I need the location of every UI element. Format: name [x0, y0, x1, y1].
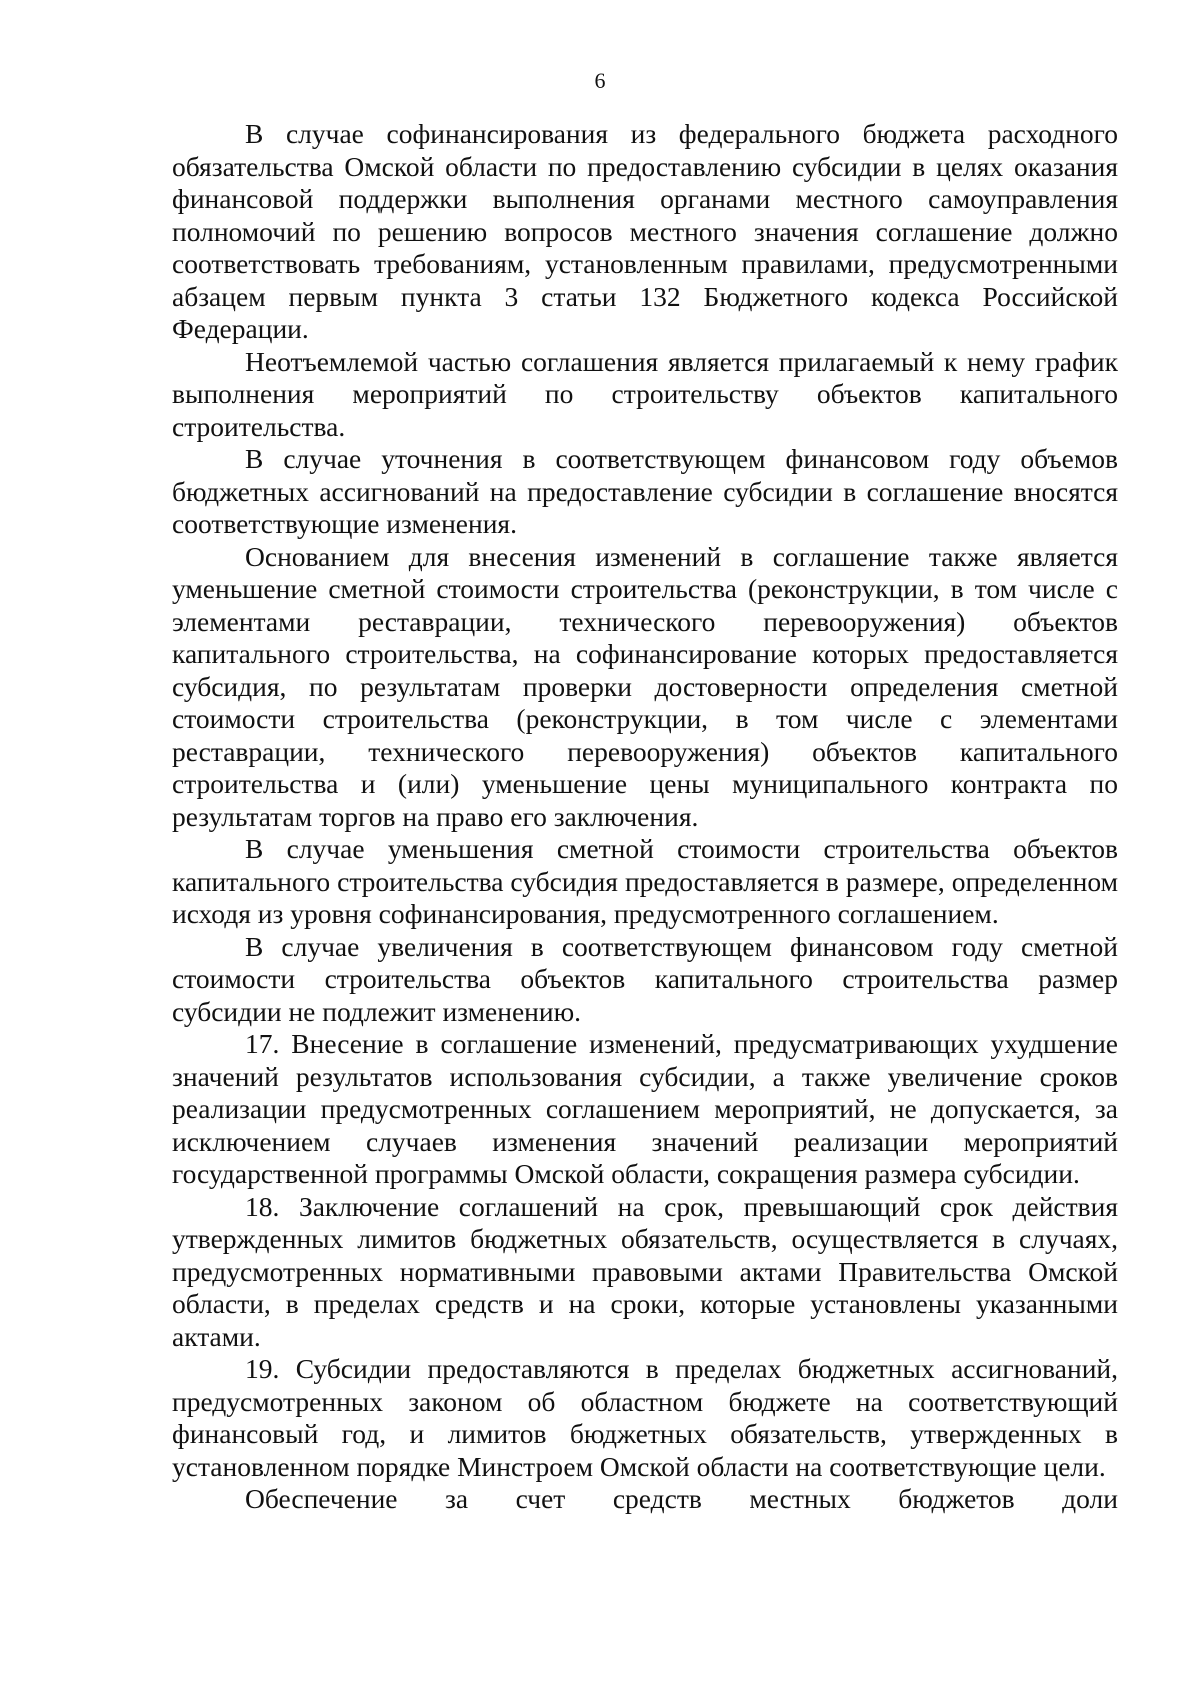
- paragraph-cofinancing: В случае софинансирования из федерального бюджета расходного обязательства Омской области по предоставлению субсидии в целях оказания финансовой поддержки выполнения органами местного самоуправления полномочий по решению вопросов местного значения соглашение должно соответствовать требованиям, установленным правилами, предусмотренными абзацем первым пункта 3 статьи 132 Бюджетного кодекса Российской Федерации.: [172, 118, 1118, 344]
- document-body: [172, 118, 1118, 1516]
- paragraph-item-19: 19. Субсидии предоставляются в пределах бюджетных ассигнований, предусмотренных законом об областном бюджете на соответствующий финансовый год, и лимитов бюджетных обязательств, утвержденных в установленном порядке Минстроем Омской области на соответствующие цели.: [172, 1353, 1118, 1482]
- paragraph-schedule: Неотъемлемой частью соглашения является прилагаемый к нему график выполнения мероприятий по строительству объектов капитального строительства.: [172, 345, 1118, 442]
- paragraph-item-18: 18. Заключение соглашений на срок, превышающий срок действия утвержденных лимитов бюджетных обязательств, осуществляется в случаях, предусмотренных нормативными правовыми актами Правительства Омской области, в пределах средств и на сроки, которые установлены указанными актами.: [172, 1190, 1118, 1352]
- paragraph-budget-clarification: В случае уточнения в соответствующем финансовом году объемов бюджетных ассигнований на предоставление субсидии в соглашение вносятся соответствующие изменения.: [172, 443, 1118, 539]
- paragraph-amendment-grounds: Основанием для внесения изменений в соглашение также является уменьшение сметной стоимости строительства (реконструкции, в том числе с элементами реставрации, технического перевооружения) объектов капитального строительства, на софинансирование которых предоставляется субсидия, по результатам проверки достоверности определения сметной стоимости строительства (реконструкции, в том числе с элементами реставрации, технического перевооружения) объектов капитального строительства и (или) уменьшение цены муниципального контракта по результатам торгов на право его заключения.: [172, 540, 1118, 832]
- paragraph-cost-increase: В случае увеличения в соответствующем финансовом году сметной стоимости строительства объектов капитального строительства размер субсидии не подлежит изменению.: [172, 930, 1118, 1027]
- paragraph-local-budget-share: Обеспечение за счет средств местных бюджетов доли: [245, 1483, 1118, 1514]
- page-number: 6: [594, 68, 606, 93]
- paragraph-cost-decrease: В случае уменьшения сметной стоимости строительства объектов капитального строительства субсидия предоставляется в размере, определенном исходя из уровня софинансирования, предусмотренного соглашением.: [172, 833, 1118, 929]
- paragraph-item-17: 17. Внесение в соглашение изменений, предусматривающих ухудшение значений результатов использования субсидии, а также увеличение сроков реализации предусмотренных соглашением мероприятий, не допускается, за исключением случаев изменения значений реализации мероприятий государственной программы Омской области, сокращения размера субсидии.: [172, 1028, 1118, 1189]
